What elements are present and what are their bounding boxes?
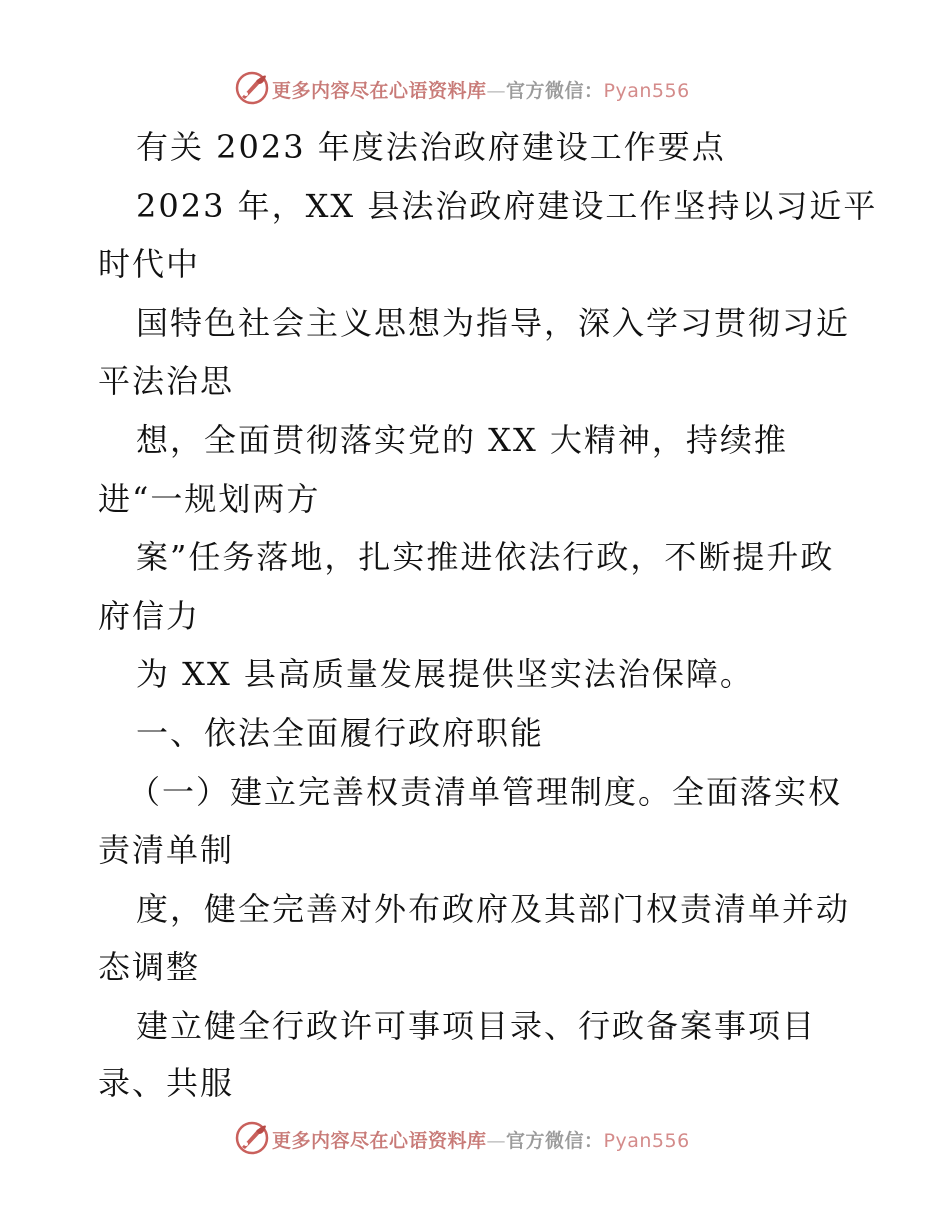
paragraph-line: 时代中	[98, 245, 201, 283]
watermark-label: 官方微信：	[506, 80, 604, 102]
watermark-text	[272, 76, 690, 103]
paragraph-line: 录、共服	[98, 1064, 235, 1102]
watermark-main: 更多内容尽在心语资料库	[272, 1130, 487, 1152]
watermark-separator: —	[486, 80, 507, 102]
watermark-main: 更多内容尽在心语资料库	[272, 80, 487, 102]
paragraph-line: 府信力	[98, 597, 201, 635]
watermark-wechat-id: Pyan556	[603, 80, 690, 102]
paragraph-line: 案”任务落地，扎实推进依法行政，不断提升政	[136, 538, 835, 576]
quill-logo-icon	[234, 1120, 270, 1156]
paragraph-line: 态调整	[98, 948, 201, 986]
header-watermark	[0, 70, 950, 110]
paragraph-line: 建立健全行政许可事项目录、行政备案事项目	[136, 1007, 817, 1045]
paragraph-line: 2023 年，XX 县法治政府建设工作坚持以习近平	[136, 187, 878, 225]
quill-logo-icon	[234, 70, 270, 106]
watermark-text	[272, 1126, 690, 1153]
paragraph-line: 责清单制	[98, 831, 235, 869]
subsection-heading-line: （一）建立完善权责清单管理制度。全面落实权	[128, 773, 843, 811]
watermark-label: 官方微信：	[506, 1130, 604, 1152]
section-heading: 一、依法全面履行政府职能	[136, 714, 545, 752]
paragraph-line: 进“一规划两方	[98, 480, 321, 518]
footer-watermark	[0, 1120, 950, 1160]
document-title: 有关 2023 年度法治政府建设工作要点	[136, 128, 726, 166]
watermark-separator: —	[486, 1130, 507, 1152]
watermark-wechat-id: Pyan556	[603, 1130, 690, 1152]
paragraph-line: 国特色社会主义思想为指导，深入学习贯彻习近	[136, 304, 851, 342]
paragraph-line: 想，全面贯彻落实党的 XX 大精神，持续推	[136, 421, 788, 459]
paragraph-line: 为 XX 县高质量发展提供坚实法治保障。	[136, 655, 754, 693]
paragraph-line: 平法治思	[98, 362, 235, 400]
paragraph-line: 度，健全完善对外布政府及其部门权责清单并动	[136, 890, 851, 928]
